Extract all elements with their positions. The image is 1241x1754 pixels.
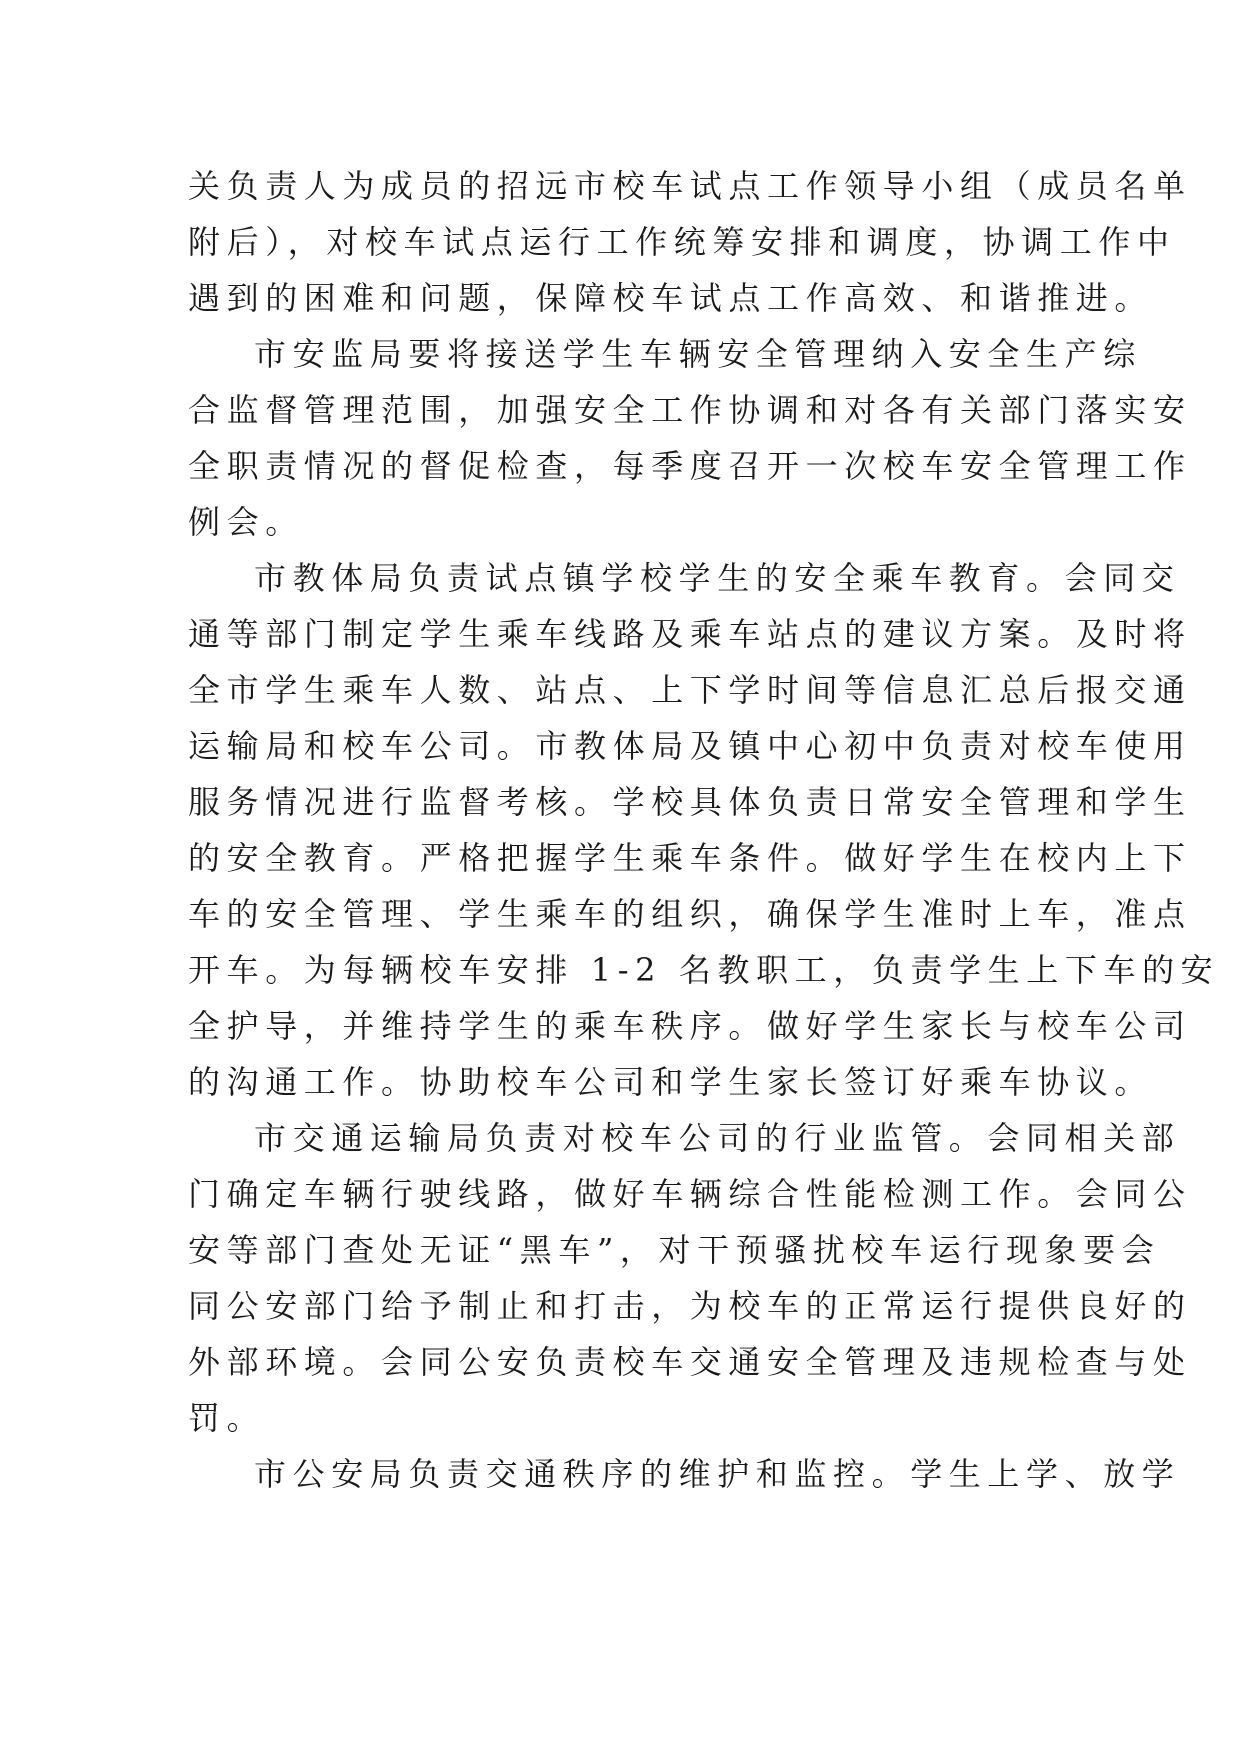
paragraph-first-line: 市教体局负责试点镇学校学生的安全乘车教育。会同交 [254, 559, 1181, 597]
text-line: 全市学生乘车人数、站点、上下学时间等信息汇总后报交通 [188, 671, 1192, 709]
text-line: 的沟通工作。协助校车公司和学生家长签订好乘车协议。 [188, 1063, 1154, 1101]
text-line: 服务情况进行监督考核。学校具体负责日常安全管理和学生 [188, 783, 1192, 821]
text-line: 通等部门制定学生乘车线路及乘车站点的建议方案。及时将 [188, 615, 1192, 653]
text-line: 全护导，并维持学生的乘车秩序。做好学生家长与校车公司 [188, 1007, 1192, 1045]
text-line: 例会。 [188, 503, 304, 541]
text-line: 车的安全管理、学生乘车的组织，确保学生准时上车，准点 [188, 895, 1192, 933]
text-line: 外部环境。会同公安负责校车交通安全管理及违规检查与处 [188, 1343, 1192, 1381]
text-line: 关负责人为成员的招远市校车试点工作领导小组（成员名单 [188, 167, 1192, 205]
text-line: 附后），对校车试点运行工作统筹安排和调度，协调工作中 [188, 223, 1176, 261]
paragraph-first-line: 市交通运输局负责对校车公司的行业监管。会同相关部 [254, 1119, 1181, 1157]
text-line: 遇到的困难和问题，保障校车试点工作高效、和谐推进。 [188, 279, 1154, 317]
document-body [188, 158, 1220, 1502]
paragraph-first-line: 市安监局要将接送学生车辆安全管理纳入安全生产综 [254, 335, 1142, 373]
text-line: 运输局和校车公司。市教体局及镇中心初中负责对校车使用 [188, 727, 1192, 765]
text-line: 的安全教育。严格把握学生乘车条件。做好学生在校内上下 [188, 839, 1192, 877]
text-line: 安等部门查处无证“黑车”，对干预骚扰校车运行现象要会 [188, 1231, 1161, 1269]
text-line: 开车。为每辆校车安排 1-2 名教职工，负责学生上下车的安 [188, 951, 1220, 989]
text-line: 门确定车辆行驶线路，做好车辆综合性能检测工作。会同公 [188, 1175, 1192, 1213]
text-line: 同公安部门给予制止和打击，为校车的正常运行提供良好的 [188, 1287, 1192, 1325]
text-line: 合监督管理范围，加强安全工作协调和对各有关部门落实安 [188, 391, 1192, 429]
text-line: 全职责情况的督促检查，每季度召开一次校车安全管理工作 [188, 447, 1192, 485]
paragraph-first-line: 市公安局负责交通秩序的维护和监控。学生上学、放学 [254, 1455, 1181, 1493]
text-line: 罚。 [188, 1399, 266, 1437]
